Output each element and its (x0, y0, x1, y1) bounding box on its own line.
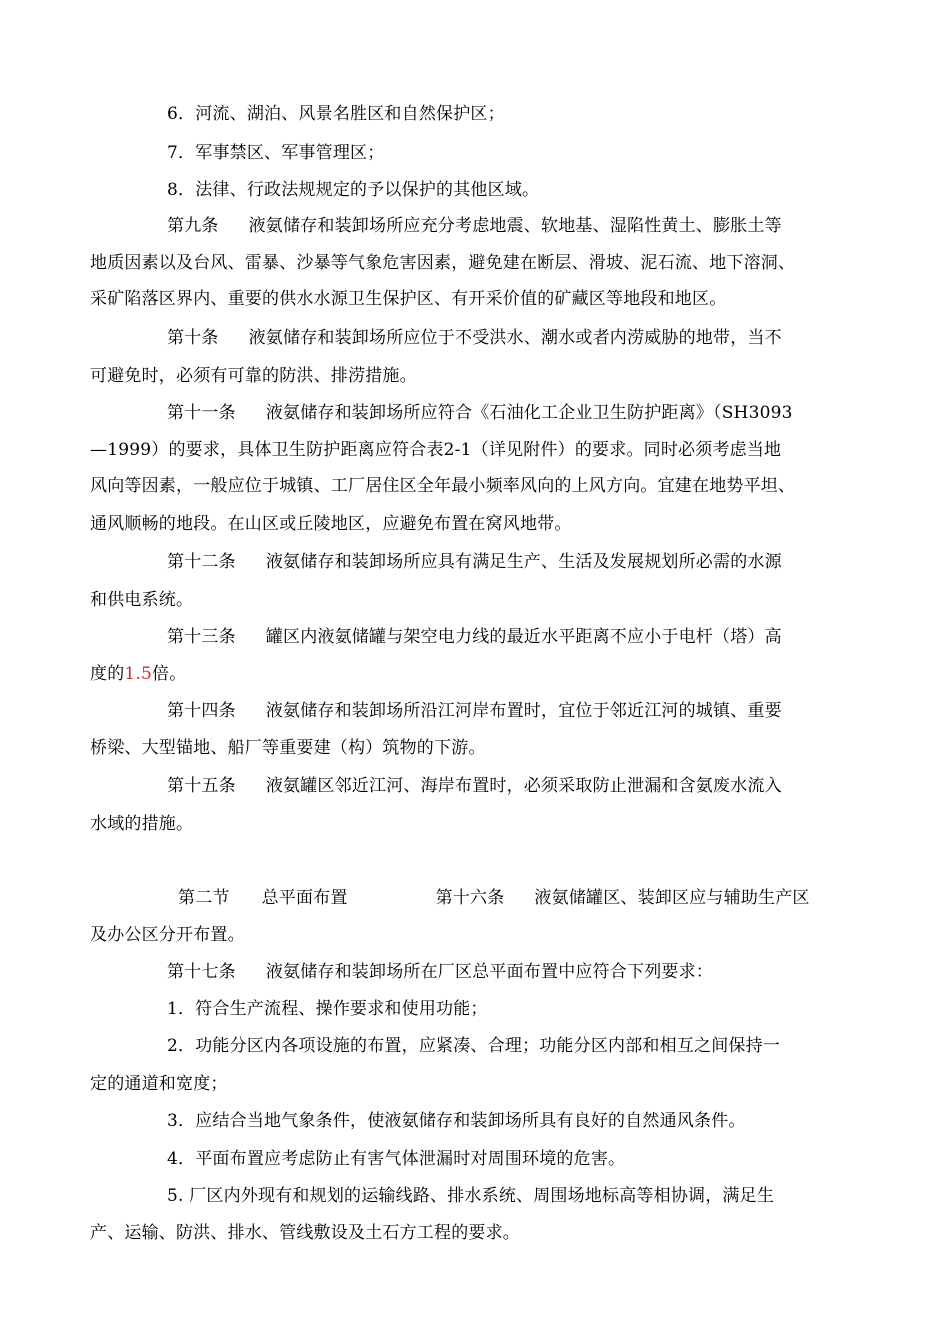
article-9-label: 第九条 (167, 216, 219, 236)
item-6: 6．河流、湖泊、风景名胜区和自然保护区； (167, 104, 505, 124)
highlighted-value: 1.5 (124, 664, 153, 684)
article-13-label: 第十三条 (167, 627, 236, 647)
article-13-first-line: 第十三条 罐区内液氨储罐与架空电力线的最近水平距离不应小于电杆（塔）高 (167, 627, 782, 647)
item-1: 1．符合生产流程、操作要求和使用功能； (167, 999, 488, 1019)
article-9-first-line: 第九条 液氨储存和装卸场所应充分考虑地震、软地基、湿陷性黄土、膨胀土等 (167, 216, 782, 236)
item-8: 8．法律、行政法规规定的予以保护的其他区域。 (167, 180, 540, 200)
section-title: 总平面布置 (261, 888, 348, 908)
article-14-line: 桥梁、大型锚地、船厂等重要建（构）筑物的下游。 (90, 738, 486, 758)
article-10-first-line: 第十条 液氨储存和装卸场所应位于不受洪水、潮水或者内涝威胁的地带，当不 (167, 328, 782, 348)
article-15-line: 水域的措施。 (90, 814, 194, 834)
article-16-line: 及办公区分开布置。 (90, 925, 245, 945)
article-17-label: 第十七条 (167, 962, 236, 982)
article-10-label: 第十条 (167, 328, 219, 348)
article-12-line: 和供电系统。 (90, 590, 194, 610)
article-14-label: 第十四条 (167, 701, 236, 721)
item-4: 4．平面布置应考虑防止有害气体泄漏时对周围环境的危害。 (167, 1149, 626, 1169)
article-11-line: 通风顺畅的地段。在山区或丘陵地区，应避免布置在窝风地带。 (90, 514, 572, 534)
article-10-line: 可避免时，必须有可靠的防洪、排涝措施。 (90, 366, 417, 386)
section-label: 第二节 (178, 888, 230, 908)
item-5-continued: 产、运输、防洪、排水、管线敷设及土石方工程的要求。 (90, 1223, 520, 1243)
article-11-first-line: 第十一条 液氨储存和装卸场所应符合《石油化工企业卫生防护距离》（SH3093 (167, 403, 793, 423)
article-14-first-line: 第十四条 液氨储存和装卸场所沿江河岸布置时，宜位于邻近江河的城镇、重要 (167, 701, 782, 721)
article-15-first-line: 第十五条 液氨罐区邻近江河、海岸布置时，必须采取防止泄漏和含氨废水流入 (167, 776, 782, 796)
article-11-line: —1999）的要求，具体卫生防护距离应符合表2-1（详见附件）的要求。同时必须考虑当地 (90, 440, 782, 460)
article-11-line: 风向等因素，一般应位于城镇、工厂居住区全年最小频率风向的上风方向。宜建在地势平坦、 (90, 476, 796, 496)
article-11-label: 第十一条 (167, 403, 236, 423)
item-7: 7．军事禁区、军事管理区； (167, 143, 385, 163)
item-3: 3．应结合当地气象条件，使液氨储存和装卸场所具有良好的自然通风条件。 (167, 1111, 746, 1131)
item-2: 2．功能分区内各项设施的布置，应紧凑、合理；功能分区内部和相互之间保持一 (167, 1036, 781, 1056)
article-16-label: 第十六条 (435, 888, 505, 908)
article-12-label: 第十二条 (167, 552, 236, 572)
article-12-first-line: 第十二条 液氨储存和装卸场所应具有满足生产、生活及发展规划所必需的水源 (167, 552, 782, 572)
item-2-continued: 定的通道和宽度； (90, 1074, 228, 1094)
article-13-line: 度的1.5倍。 (90, 664, 187, 684)
section-2-heading: 第二节 总平面布置 第十六条 液氨储罐区、装卸区应与辅助生产区 (178, 888, 810, 908)
article-15-label: 第十五条 (167, 776, 236, 796)
item-5: 5. 厂区内外现有和规划的运输线路、排水系统、周围场地标高等相协调，满足生 (167, 1186, 775, 1206)
article-17-first-line: 第十七条 液氨储存和装卸场所在厂区总平面布置中应符合下列要求： (167, 962, 714, 982)
article-9-line: 地质因素以及台风、雷暴、沙暴等气象危害因素，避免建在断层、滑坡、泥石流、地下溶洞、 (90, 253, 796, 273)
article-9-line: 采矿陷落区界内、重要的供水水源卫生保护区、有开采价值的矿藏区等地段和地区。 (90, 289, 727, 309)
